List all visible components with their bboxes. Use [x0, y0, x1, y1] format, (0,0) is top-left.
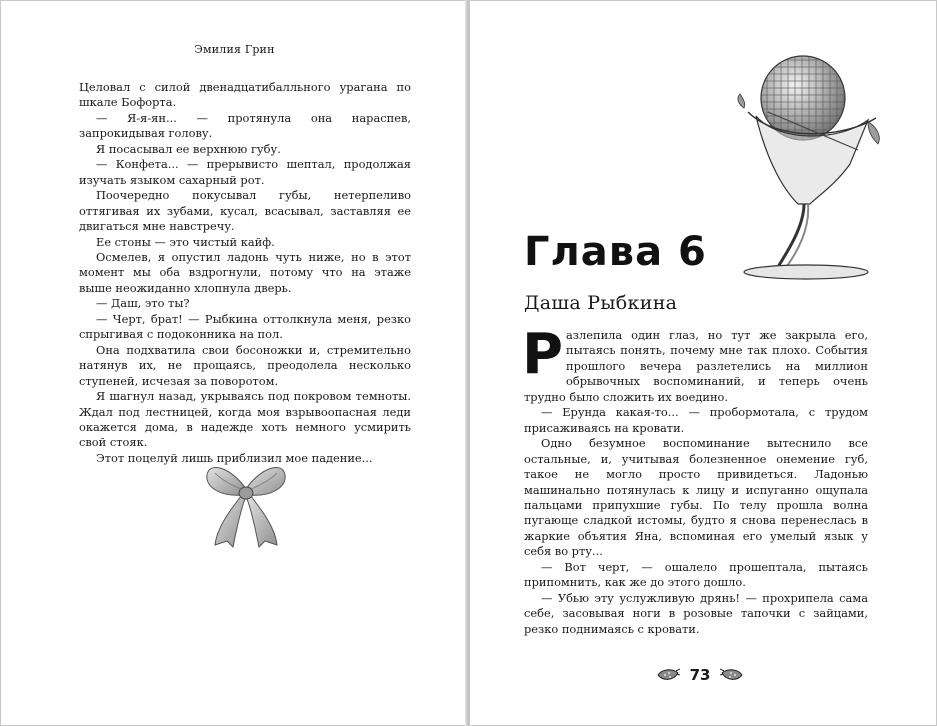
paragraph: — Вот черт, — ошалело прошептала, пытаясь припомнить, как же до этого дошло. — [524, 559, 868, 590]
drop-cap: Р — [522, 322, 564, 387]
strawberry-left-icon — [656, 667, 680, 683]
first-paragraph — [522, 322, 868, 405]
paragraph: Этот поцелуй лишь приблизил мое падение... — [96, 450, 373, 465]
paragraph: Ее стоны — это чистый кайф. — [96, 234, 275, 249]
paragraph: — Конфета... — прерывисто шептал, продолжая изучать языком сахарный рот. — [79, 157, 411, 187]
paragraph: Я посасывал ее верхнюю губу. — [96, 141, 281, 156]
left-page — [0, 0, 467, 726]
paragraph: — Даш, это ты? — [96, 296, 190, 311]
bow-ornament-icon — [201, 457, 291, 549]
right-text-block — [522, 322, 868, 637]
chapter-title: Глава 6 — [524, 229, 707, 275]
paragraph: Поочередно покусывал губы, нетерпеливо оттягивая их зубами, кусал, всасывал, заставляя ее двигаться мне навстречу. — [79, 188, 411, 234]
paragraph: — Я-я-ян... — протянула она нараспев, запрокидывая голову. — [79, 110, 411, 141]
strawberry-right-icon — [720, 667, 744, 683]
paragraph: — Убью эту услужливую дрянь! — прохрипела сама себе, засовывая ноги в розовые тапочки с зайцами, резко поднимаясь с кровати. — [524, 590, 868, 636]
left-text-block — [79, 80, 411, 466]
paragraph: Она подхватила свои босоножки и, стремительно натянув их, не прощаясь, преодолела несколько ступеней, исчезая за поворотом. — [79, 342, 411, 388]
paragraph: Осмелев, я опустил ладонь чуть ниже, но в этот момент мы оба вздрогнули, потому что на этаже выше неожиданно хлопнула дверь. — [79, 249, 411, 295]
page-footer — [640, 663, 760, 687]
page-number: 73 — [689, 666, 711, 684]
running-header: Эмилия Грин — [194, 43, 275, 56]
paragraph: Целовал с силой двенадцатибалльного урагана по шкале Бофорта. — [79, 80, 411, 110]
first-paragraph-text: азлепила один глаз, но тут же закрыла его, пытаясь понять, почему мне так плохо. События прошлого вечера разлетелись на миллион обрывочных воспоминаний, и теперь очень трудно было сложить их воедино. — [524, 328, 868, 404]
paragraph: — Ерунда какая-то... — пробормотала, с трудом присаживаясь на кровати. — [524, 405, 868, 435]
martini-disco-ball-icon — [718, 46, 888, 281]
chapter-subtitle: Даша Рыбкина — [524, 292, 678, 314]
paragraph: — Черт, брат! — Рыбкина оттолкнула меня, резко спрыгивая с подоконника на пол. — [79, 311, 411, 342]
paragraph: Я шагнул назад, укрываясь под покровом темноты. Ждал под лестницей, когда моя взрывоопасная леди окажется дома, в надежде хоть немного усмирить свой стояк. — [79, 389, 411, 450]
paragraph: Одно безумное воспоминание вытеснило все остальные, и, учитывая болезненное онемение губ, такое не могло просто привидеться. Ладонью машинально потянулась к лицу и испуганно ощупала пальцами припухшие губы. По телу прошла волна пугающе сладкой истомы, будто я снова перенеслась в жаркие объятия Яна, вспоминая его умелый язык у себя во рту... — [524, 436, 868, 559]
right-page — [470, 0, 937, 726]
